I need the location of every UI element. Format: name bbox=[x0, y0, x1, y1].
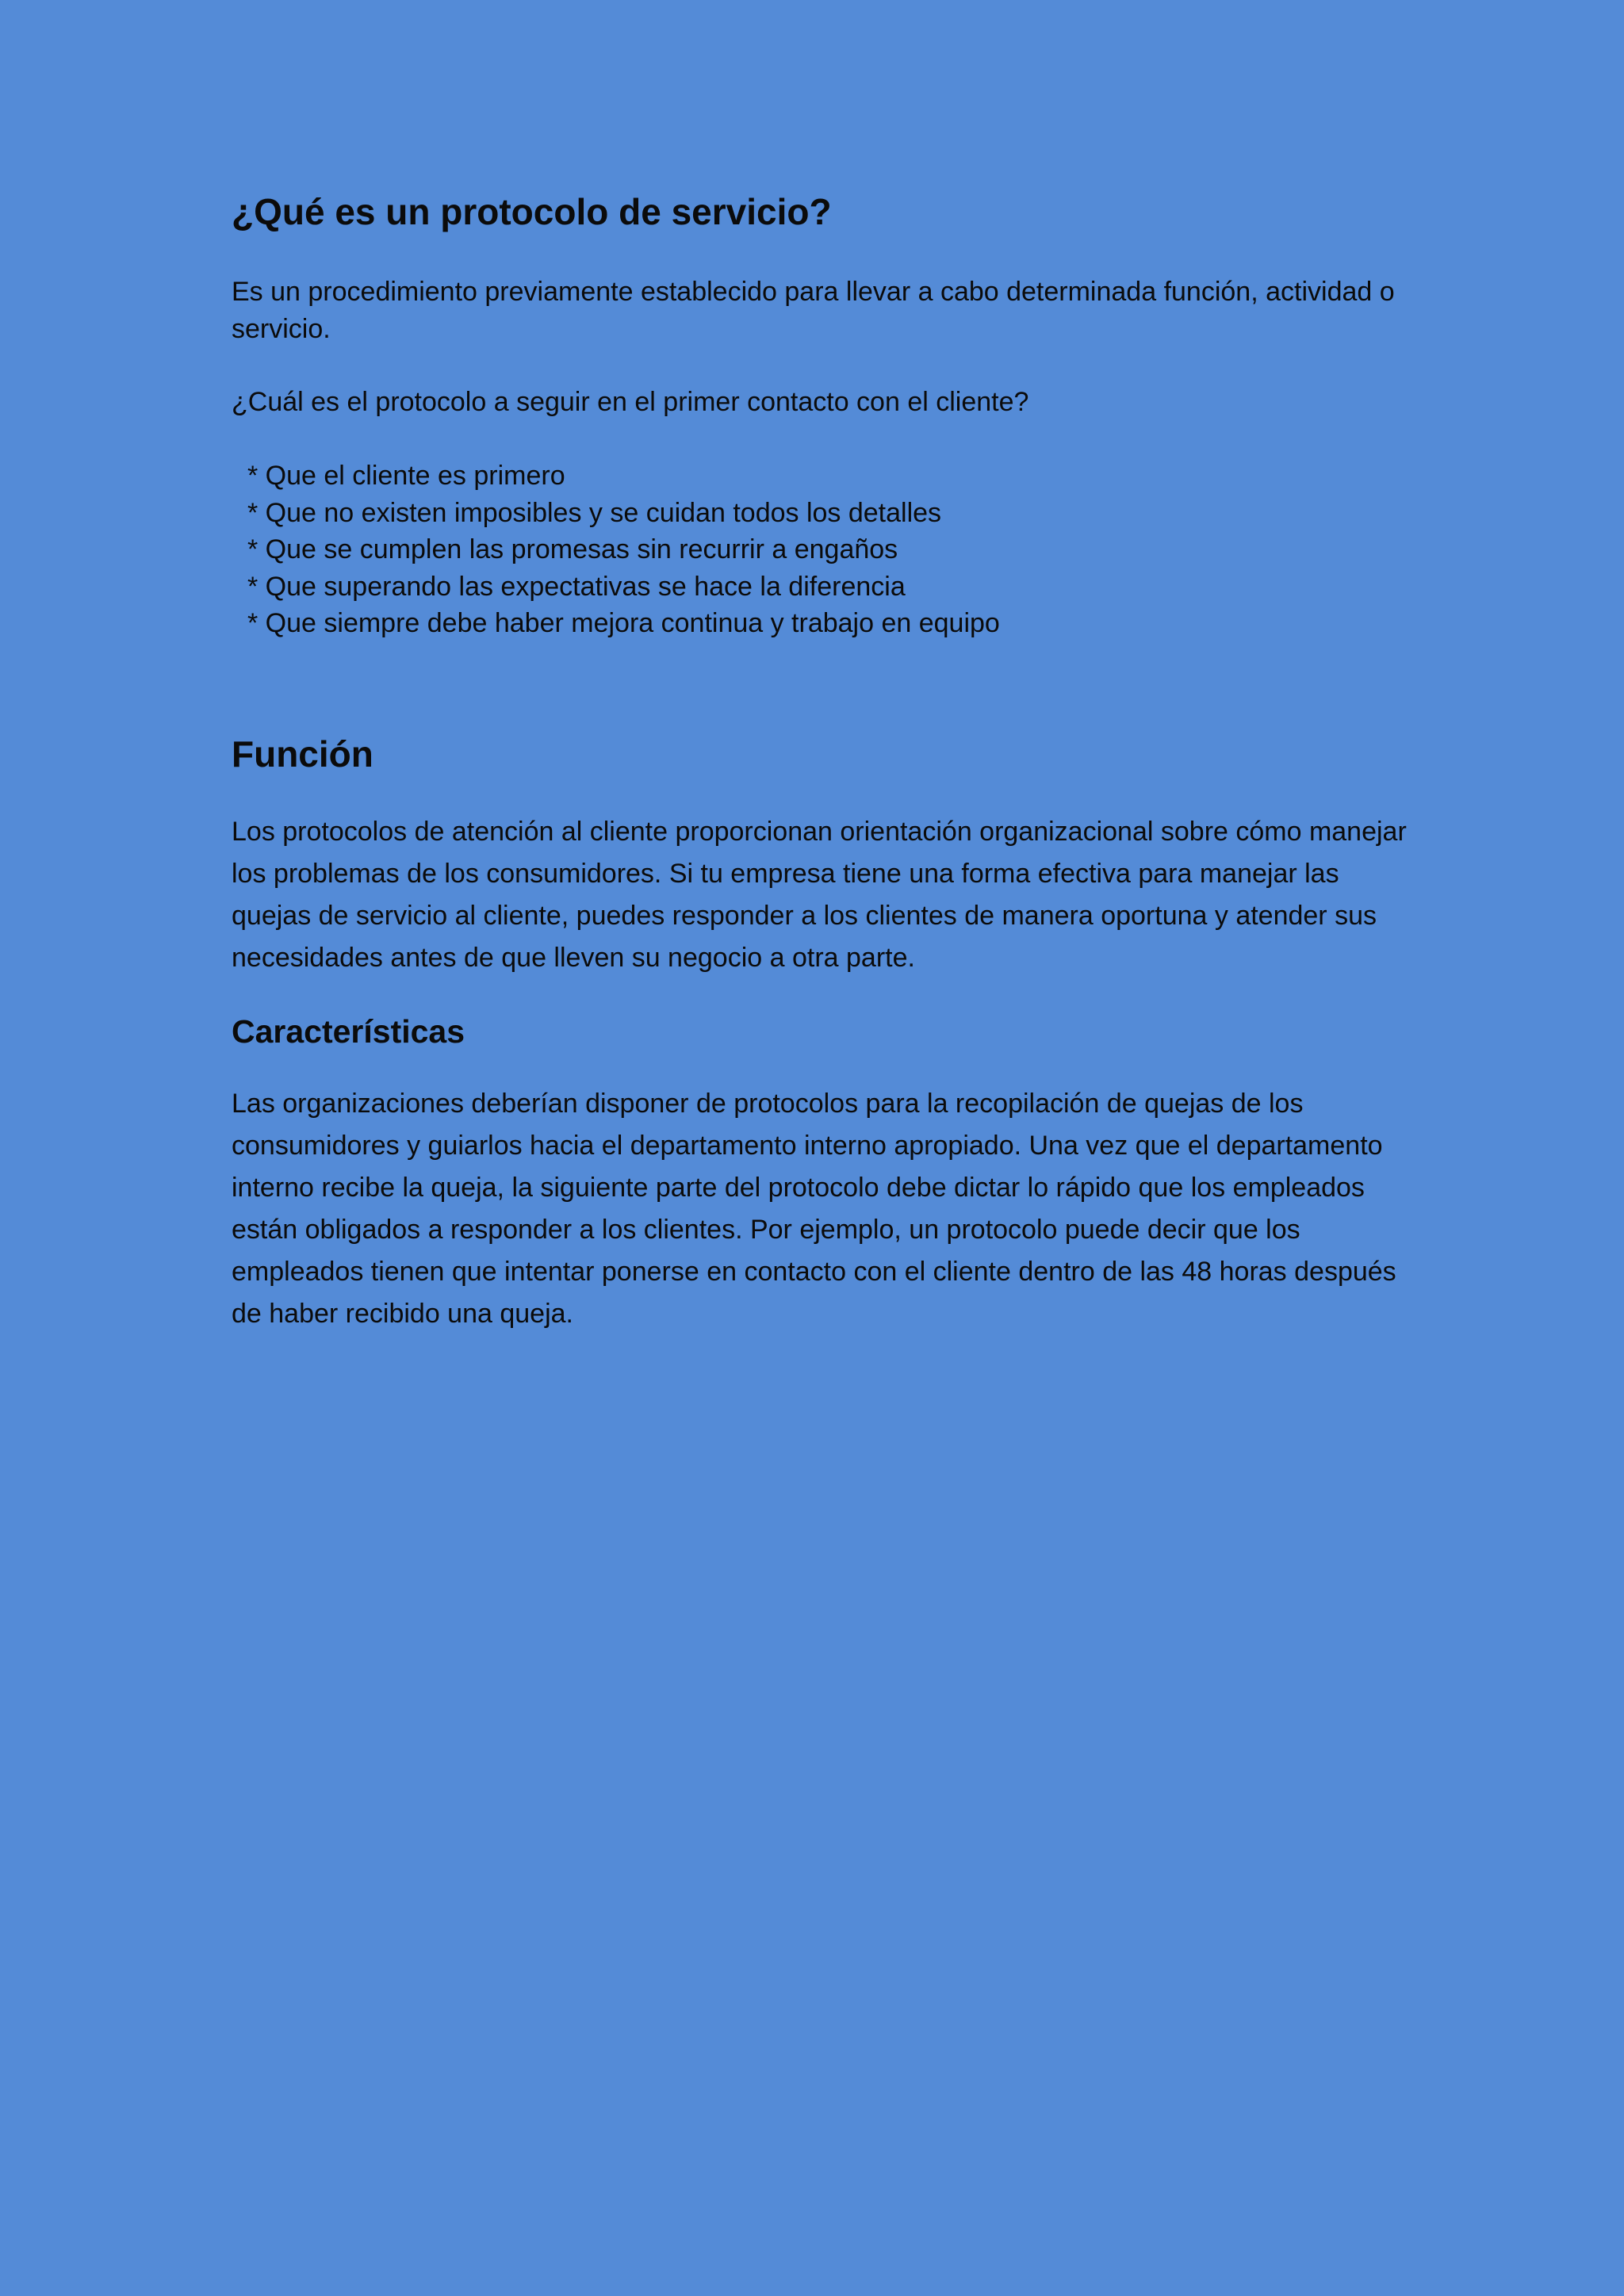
funcion-heading: Función bbox=[232, 733, 373, 775]
funcion-paragraph: Los protocolos de atención al cliente proporcionan orientación organizacional sobre cómo manejar los problemas de los consumidores. Si tu empresa tiene una forma efectiva para manejar las quejas de servicio al cliente, puedes responder a los clientes de manera oportuna y atender sus necesidades antes de que lleven su negocio a otra parte. bbox=[232, 816, 1407, 973]
section-spacer bbox=[232, 642, 1421, 733]
document-content bbox=[232, 190, 1421, 1335]
list-item: * Que siempre debe haber mejora continua y trabajo en equipo bbox=[247, 608, 1000, 639]
caracteristicas-heading: Características bbox=[232, 1012, 465, 1050]
caracteristicas-paragraph: Las organizaciones deberían disponer de protocolos para la recopilación de quejas de los consumidores y guiarlos hacia el departamento interno apropiado. Una vez que el departamento interno recibe la queja, la siguiente parte del protocolo debe dictar lo rápido que los empleados están obligados a responder a los clientes. Por ejemplo, un protocolo puede decir que los empleados tienen que intentar ponerse en contacto con el cliente dentro de las 48 horas después de haber recibido una queja. bbox=[232, 1089, 1396, 1330]
question-paragraph: ¿Cuál es el protocolo a seguir en el primer contacto con el cliente? bbox=[232, 387, 1029, 418]
list-item: * Que superando las expectativas se hace la diferencia bbox=[247, 571, 906, 602]
list-item: * Que el cliente es primero bbox=[247, 461, 565, 492]
page-title: ¿Qué es un protocolo de servicio? bbox=[232, 191, 832, 232]
section-spacer bbox=[232, 979, 1421, 1012]
list-item: * Que no existen imposibles y se cuidan todos los detalles bbox=[247, 497, 942, 528]
list-item: * Que se cumplen las promesas sin recurrir a engaños bbox=[247, 534, 898, 565]
intro-paragraph: Es un procedimiento previamente establecido para llevar a cabo determinada función, actividad o servicio. bbox=[232, 277, 1395, 345]
protocol-list bbox=[232, 457, 1421, 642]
